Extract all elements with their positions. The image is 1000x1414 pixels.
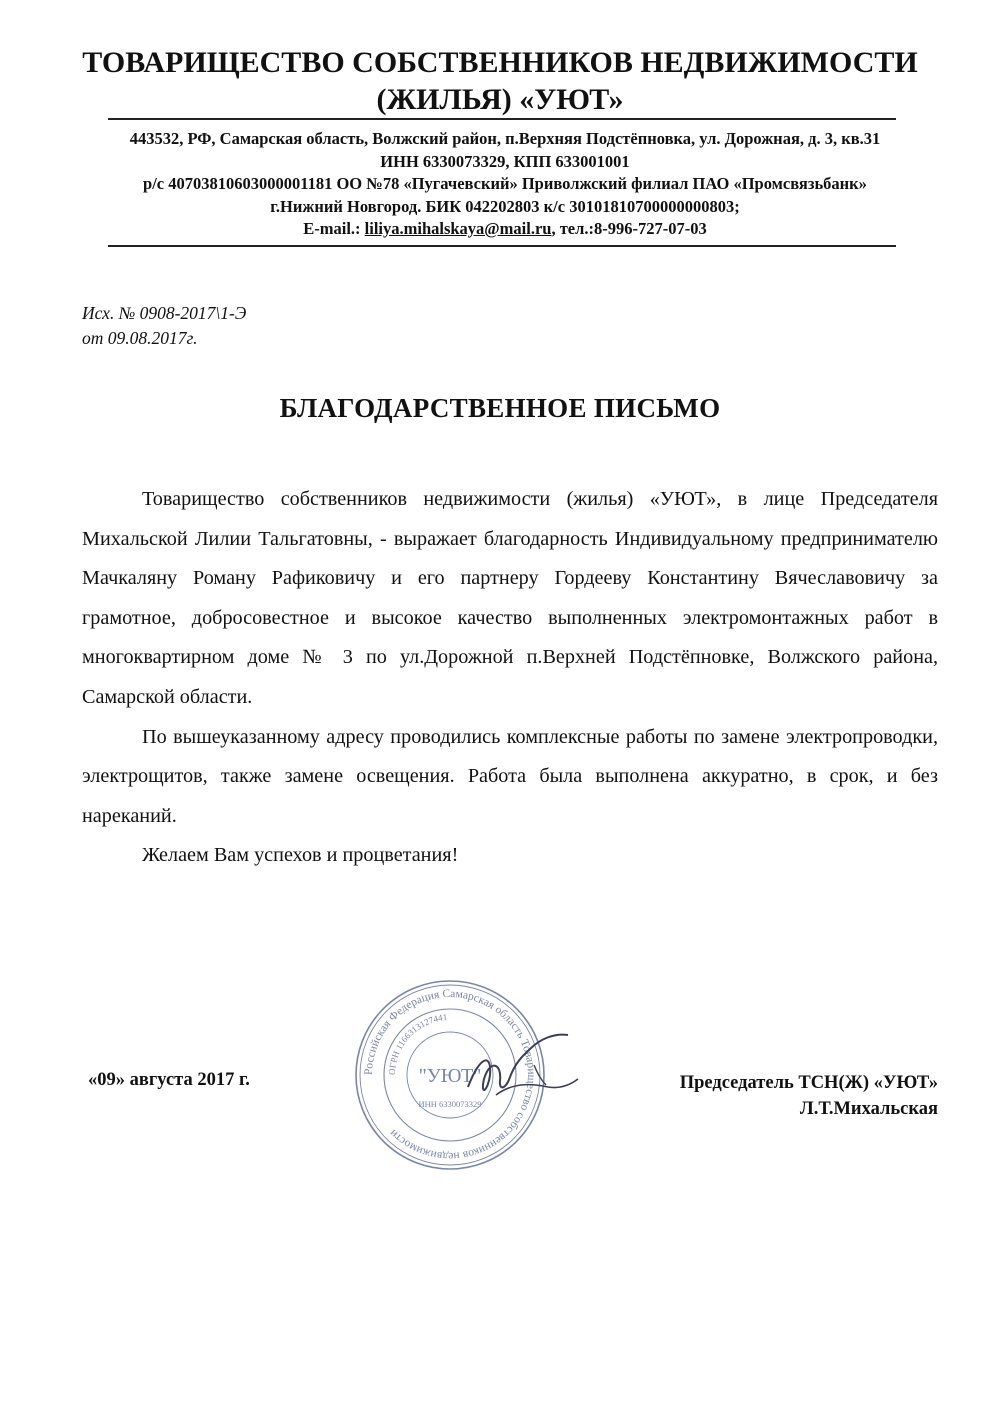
header-divider-bottom [108,245,896,247]
signer-title: Председатель ТСН(Ж) «УЮТ» [679,1073,938,1093]
requisites-address: 443532, РФ, Самарская область, Волжский район, п.Верхняя Подстёпновка, ул. Дорожная, д. 3, кв.31 [129,129,881,148]
stamp-ogrn-text: ОГРН 1166313127441 [386,1012,448,1076]
handwritten-signature [450,1025,590,1115]
body-paragraph-3: Желаем Вам успехов и процветания! [142,844,459,867]
signer-name: Л.Т.Михальская [799,1099,938,1119]
outgoing-number: Исх. № 0908-2017\1-Э [82,303,247,323]
outgoing-reference [82,301,246,351]
requisites-bank-line1: р/с 40703810603000001181 ОО №78 «Пугачевский» Приволжский филиал ПАО «Промсвязьбанк» [143,174,867,193]
stamp-outer-text: Российская Федерация Самарская область Товарищество собственников недвижимости [362,987,538,1163]
phone-text: , тел.:8-996-727-07-03 [551,219,707,238]
signer-block [680,1070,938,1122]
outgoing-date: от 09.08.2017г. [82,328,198,348]
organization-title-line1: ТОВАРИЩЕСТВО СОБСТВЕННИКОВ НЕДВИЖИМОСТИ [82,46,918,79]
stamp-inn-text: ИНН 6330073329 [418,1099,482,1109]
header-divider-top [108,118,896,120]
organization-title-line2: (ЖИЛЬЯ) «УЮТ» [376,83,624,116]
requisites-bank-line2: г.Нижний Новгород. БИК 042202803 к/с 30101810700000000803; [270,196,740,216]
document-title: БЛАГОДАРСТВЕННОЕ ПИСЬМО [279,393,721,423]
body-paragraph-1: Товарищество собственников недвижимости (жилья) «УЮТ», в лице Председателя Михальской Лилии Тальгатовны, - выражает благодарность Индивидуальному предпринимателю Мачкаляну Роману Рафиковичу и его партнеру Гордееву Константину Вячеславовичу за грамотное, добросовестное и высокое качество выполненных электромонтажных работ в многоквартирном доме № 3 по ул.Дорожной п.Верхней Подстёпновке, Волжского района, Самарской области. [82,488,938,708]
organization-requisites [70,128,940,241]
stamp-center-text: "УЮТ" [418,1065,482,1087]
letter-date: «09» августа 2017 г. [88,1070,250,1090]
requisites-contacts [70,218,940,241]
email-link[interactable]: liliya.mihalskaya@mail.ru [364,219,552,238]
letter-body [82,480,938,876]
email-label: E-mail.: [303,219,365,238]
requisites-inn-kpp: ИНН 6330073329, КПП 633001001 [380,151,630,171]
body-paragraph-2: По вышеуказанному адресу проводились комплексные работы по замене электропроводки, электрощитов, также замене освещения. Работа была выполнена аккуратно, в срок, и без нареканий. [82,725,938,827]
organization-title [60,44,940,118]
